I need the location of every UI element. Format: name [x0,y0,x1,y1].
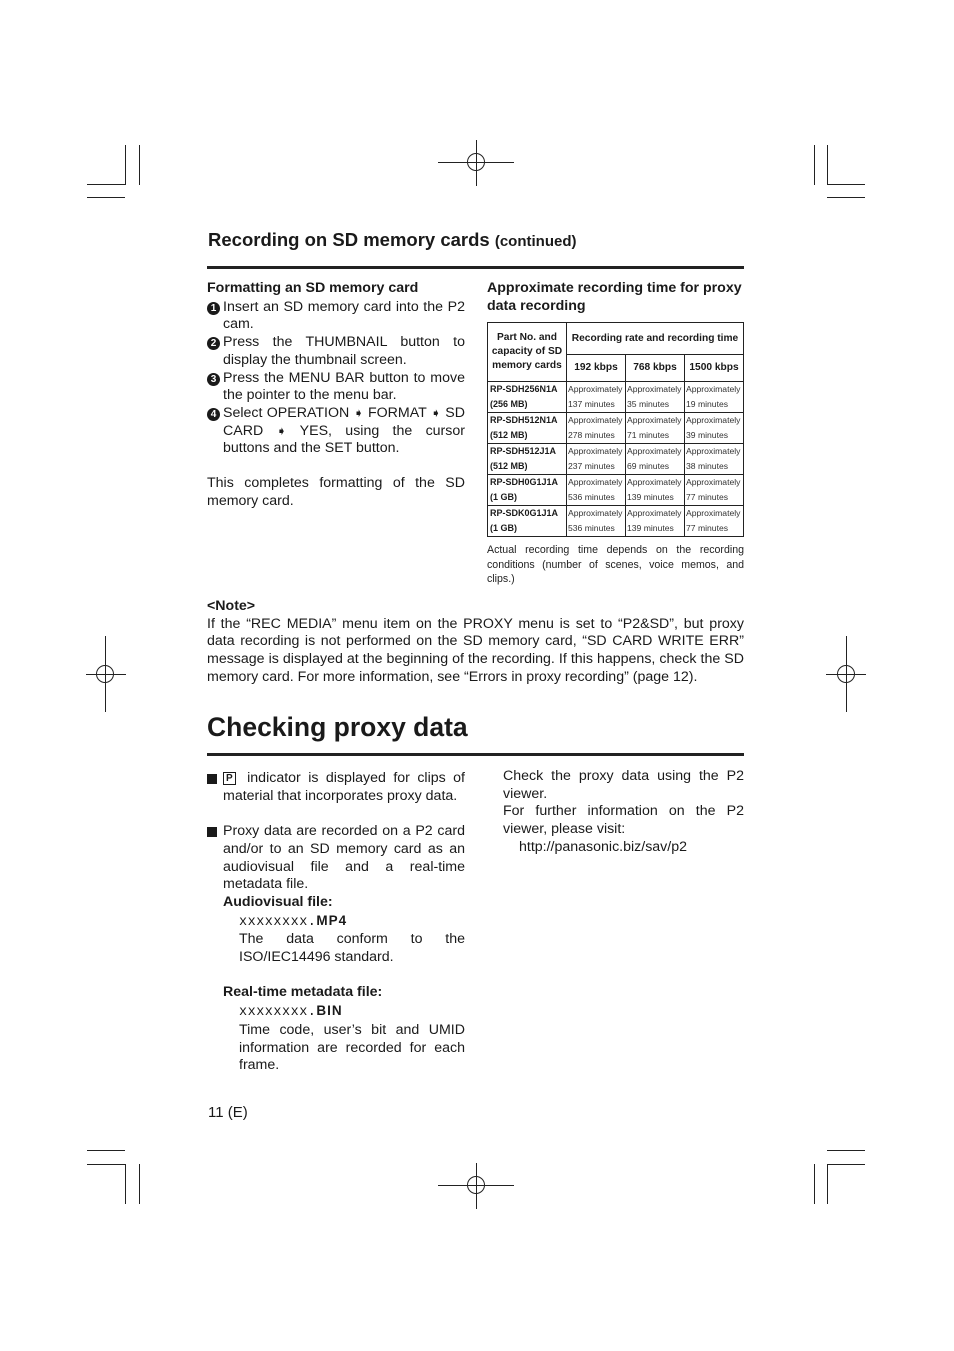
step-number-icon: 1 [207,302,220,315]
header-rate: 192 kbps [567,355,626,382]
proxy-info-left [207,770,465,1075]
av-file-ext: MP4 [316,912,348,928]
approx-label: Approximately [686,415,741,425]
note-heading: <Note> [207,598,256,614]
table-row [488,475,744,506]
header-recording-rate: Recording rate and recording time [567,323,744,355]
time-value: 77 minutes [686,523,729,533]
capacity: (512 MB) [490,461,528,471]
approx-label: Approximately [627,384,682,394]
meta-file-ext: BIN [316,1003,343,1019]
viewer-info-text: For further information on the P2 viewer, please visit: [503,803,744,838]
approx-label: Approximately [568,415,623,425]
step-number-icon: 4 [207,408,220,421]
note-text: If the “REC MEDIA” menu item on the PROXY menu is set to “P2&SD”, but proxy data recording is not performed on the SD memory card, “SD CARD WRITE ERR” message is displayed at the beginning of the recording. If this happens, check the SD memory card. For more information, see “Errors in proxy recording” (page 12). [207,615,744,685]
step-number-icon: 2 [207,337,220,350]
header-rate: 768 kbps [626,355,685,382]
table-row [488,413,744,444]
table-footnote: Actual recording time depends on the recording conditions (number of scenes, voice memos, and clips.) [487,544,744,585]
time-value: 19 minutes [686,399,729,409]
av-file-prefix: xxxxxxxx. [239,914,317,930]
square-bullet-icon [207,827,217,837]
proxy-indicator-icon: P [223,772,236,785]
time-value: 69 minutes [627,461,670,471]
formatting-instructions [207,280,465,510]
approx-label: Approximately [568,384,623,394]
formatting-heading: Formatting an SD memory card [207,280,419,296]
time-value: 38 minutes [686,461,729,471]
approx-label: Approximately [686,477,741,487]
square-bullet-icon [207,774,217,784]
capacity: (1 GB) [490,492,517,502]
av-file-name [207,912,465,932]
meta-file-desc: Time code, user’s bit and UMID information are recorded for each frame. [239,1021,465,1074]
approx-label: Approximately [568,446,623,456]
step-text: Insert an SD memory card into the P2 cam. [223,298,465,333]
step-2 [207,334,465,369]
time-value: 139 minutes [627,492,674,502]
approx-label: Approximately [686,384,741,394]
page-title: Checking proxy data [207,712,468,742]
time-value: 71 minutes [627,430,670,440]
meta-file-prefix: xxxxxxxx. [239,1005,317,1021]
approx-label: Approximately [627,446,682,456]
approx-label: Approximately [627,508,682,518]
part-number: RP-SDH0G1J1A [490,477,559,487]
step-number-icon: 3 [207,373,220,386]
part-number: RP-SDH512J1A [490,446,557,456]
approx-label: Approximately [568,477,623,487]
viewer-url: http://panasonic.biz/sav/p2 [519,838,687,855]
meta-file-name [207,1002,465,1022]
section-title-continued: (continued) [494,233,577,250]
table-row [488,506,744,537]
title-divider [207,753,744,756]
step-4 [207,405,465,458]
table-row [488,382,744,413]
recording-time-table [487,322,744,537]
approx-label: Approximately [686,508,741,518]
av-file-label: Audiovisual file: [223,893,333,910]
approx-label: Approximately [686,446,741,456]
bullet-item [207,823,465,894]
step-text: Press the MENU BAR button to move the pointer to the menu bar. [223,369,465,404]
header-part-capacity: Part No. and capacity of SD memory cards [488,323,567,382]
time-value: 237 minutes [568,461,615,471]
capacity: (256 MB) [490,399,528,409]
time-value: 35 minutes [627,399,670,409]
approx-label: Approximately [627,415,682,425]
viewer-text: Check the proxy data using the P2 viewer. [503,768,744,802]
section-title-text: Recording on SD memory cards [208,229,490,250]
proxy-info-right [503,768,744,857]
step-3 [207,370,465,405]
meta-file-label: Real-time metadata file: [223,984,383,1001]
step-text-b: FORMAT [367,404,427,421]
table-heading: Approximate recording time for proxy data recording [487,280,742,314]
bullet-item [207,770,465,805]
step-text-a: Select OPERATION [223,404,350,421]
section-divider [207,266,744,269]
time-value: 139 minutes [627,523,674,533]
time-value: 278 minutes [568,430,615,440]
note-block [207,598,744,687]
arrow-icon: ➧ [353,405,364,420]
arrow-icon: ➧ [276,423,287,438]
header-rate: 1500 kbps [685,355,744,382]
section-title [208,229,576,251]
bullet-text: indicator is displayed for clips of material that incorporates proxy data. [223,770,466,804]
capacity: (1 GB) [490,523,517,533]
step-text-c: SD CARD [223,404,466,439]
time-value: 536 minutes [568,492,615,502]
part-number: RP-SDK0G1J1A [490,508,559,518]
formatting-completion: This completes formatting of the SD memory card. [207,475,465,509]
av-file-desc: The data conform to the ISO/IEC14496 standard. [239,931,465,966]
page-number: 11 (E) [208,1104,248,1121]
arrow-icon: ➧ [430,405,441,420]
time-value: 536 minutes [568,523,615,533]
part-number: RP-SDH256N1A [490,384,558,394]
capacity: (512 MB) [490,430,528,440]
step-text-d: YES, using the cursor buttons and the SET button. [223,422,465,457]
bullet-text: Proxy data are recorded on a P2 card and/or to an SD memory card as an audiovisual file and a real-time metadata file. [223,823,465,893]
table-row [488,444,744,475]
time-value: 77 minutes [686,492,729,502]
approx-label: Approximately [568,508,623,518]
step-1 [207,299,465,334]
time-value: 137 minutes [568,399,615,409]
time-value: 39 minutes [686,430,729,440]
approx-label: Approximately [627,477,682,487]
part-number: RP-SDH512N1A [490,415,558,425]
step-text: Press the THUMBNAIL button to display the thumbnail screen. [223,334,465,368]
